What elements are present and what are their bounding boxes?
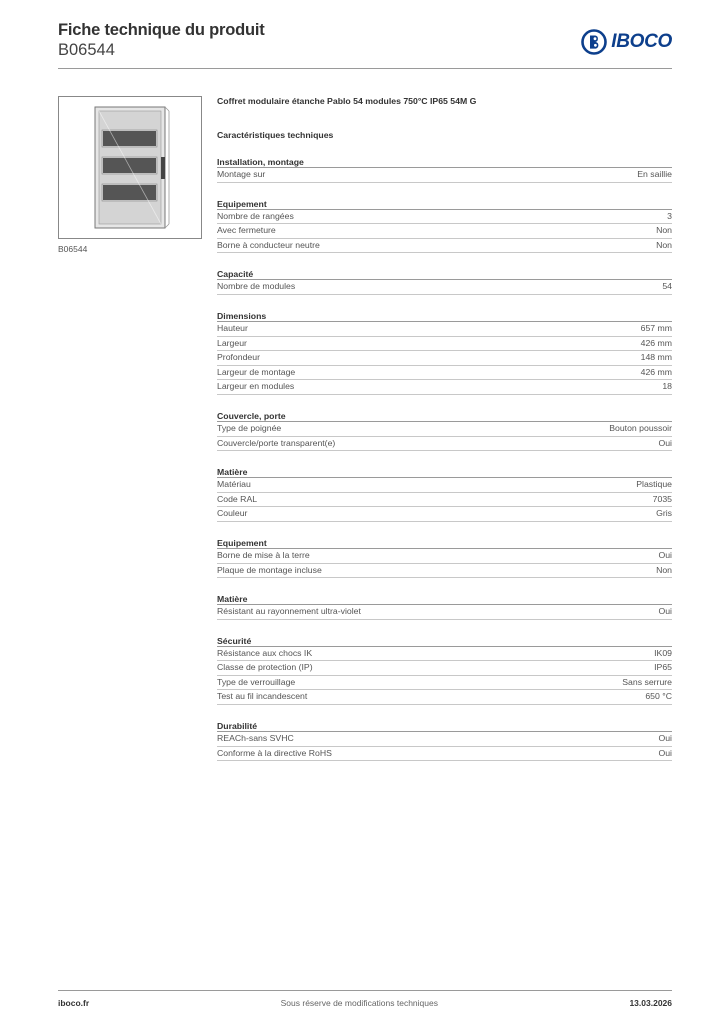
spec-value: Non xyxy=(656,564,672,575)
spec-section xyxy=(217,410,672,451)
spec-label: REACh-sans SVHC xyxy=(217,733,294,744)
spec-row xyxy=(217,676,672,691)
footer-date: 13.03.2026 xyxy=(629,998,672,1008)
spec-label: Plaque de montage incluse xyxy=(217,564,322,575)
spec-value: Oui xyxy=(658,747,672,758)
spec-value: IK09 xyxy=(654,647,672,658)
spec-section-title: Couvercle, porte xyxy=(217,410,672,422)
product-title: Coffret modulaire étanche Pablo 54 modules 750°C IP65 54M G xyxy=(217,96,477,106)
footer-website: iboco.fr xyxy=(58,998,90,1008)
spec-label: Avec fermeture xyxy=(217,225,276,236)
spec-value: Oui xyxy=(658,437,672,448)
spec-section-title: Equipement xyxy=(217,198,672,210)
specification-sections xyxy=(217,156,672,761)
spec-label: Classe de protection (IP) xyxy=(217,662,313,673)
spec-section xyxy=(217,720,672,761)
spec-label: Largeur de montage xyxy=(217,366,296,377)
spec-section xyxy=(217,156,672,183)
spec-row xyxy=(217,380,672,395)
spec-value: IP65 xyxy=(654,662,672,673)
spec-section-title: Sécurité xyxy=(217,635,672,647)
spec-section xyxy=(217,537,672,578)
spec-value: En saillie xyxy=(637,169,672,179)
spec-row xyxy=(217,507,672,522)
spec-value: 650 °C xyxy=(645,691,672,702)
spec-row xyxy=(217,168,672,183)
spec-row xyxy=(217,564,672,579)
spec-row xyxy=(217,690,672,705)
logo-wordmark: IBOCO xyxy=(611,31,672,52)
image-caption: B06544 xyxy=(58,244,88,254)
spec-value: Bouton poussoir xyxy=(609,422,672,433)
spec-label: Conforme à la directive RoHS xyxy=(217,747,332,758)
spec-section xyxy=(217,466,672,522)
spec-label: Résistant au rayonnement ultra-violet xyxy=(217,606,361,617)
spec-label: Nombre de modules xyxy=(217,281,296,292)
spec-value: 426 mm xyxy=(640,366,672,377)
product-specifications xyxy=(217,96,672,761)
specifications-heading: Caractéristiques techniques xyxy=(217,130,334,140)
spec-section-title: Equipement xyxy=(217,537,672,549)
spec-row xyxy=(217,366,672,381)
spec-section-title: Matière xyxy=(217,466,672,478)
brand-logo xyxy=(581,28,672,56)
spec-label: Borne de mise à la terre xyxy=(217,549,310,560)
spec-value: 148 mm xyxy=(640,352,672,363)
spec-row xyxy=(217,351,672,366)
spec-value: Oui xyxy=(658,549,672,560)
product-image xyxy=(58,96,202,239)
spec-section-title: Dimensions xyxy=(217,310,672,322)
spec-value: Sans serrure xyxy=(622,676,672,687)
spec-label: Matériau xyxy=(217,479,251,490)
spec-row xyxy=(217,322,672,337)
spec-row xyxy=(217,661,672,676)
iboco-logo-icon xyxy=(581,29,607,55)
spec-row xyxy=(217,437,672,452)
spec-value: Oui xyxy=(658,606,672,617)
spec-row xyxy=(217,239,672,254)
spec-value: 7035 xyxy=(652,493,672,504)
spec-section-title: Capacité xyxy=(217,268,672,280)
spec-row xyxy=(217,747,672,762)
spec-section-title: Installation, montage xyxy=(217,156,672,168)
spec-label: Type de poignée xyxy=(217,422,282,433)
spec-value: Gris xyxy=(656,508,672,519)
spec-section-title: Durabilité xyxy=(217,720,672,732)
spec-label: Largeur xyxy=(217,337,247,348)
spec-label: Hauteur xyxy=(217,322,248,333)
spec-section xyxy=(217,268,672,295)
spec-value: Non xyxy=(656,239,672,250)
spec-row xyxy=(217,224,672,239)
product-reference: B06544 xyxy=(58,41,115,59)
spec-section xyxy=(217,635,672,705)
spec-row xyxy=(217,210,672,225)
spec-value: 657 mm xyxy=(640,322,672,333)
spec-section xyxy=(217,593,672,620)
spec-section-title: Matière xyxy=(217,593,672,605)
footer-divider xyxy=(58,990,672,991)
spec-label: Montage sur xyxy=(217,169,266,179)
spec-value: 426 mm xyxy=(640,337,672,348)
spec-section xyxy=(217,310,672,395)
spec-section xyxy=(217,198,672,254)
spec-label: Largeur en modules xyxy=(217,381,295,392)
spec-row xyxy=(217,732,672,747)
spec-label: Profondeur xyxy=(217,352,260,363)
page-footer xyxy=(58,998,672,1008)
spec-row xyxy=(217,647,672,662)
spec-label: Borne à conducteur neutre xyxy=(217,239,320,250)
spec-value: Non xyxy=(656,225,672,236)
spec-value: 18 xyxy=(662,381,672,392)
spec-value: Plastique xyxy=(636,479,672,490)
spec-row xyxy=(217,280,672,295)
spec-row xyxy=(217,549,672,564)
spec-label: Code RAL xyxy=(217,493,258,504)
footer-disclaimer: Sous réserve de modifications techniques xyxy=(280,998,438,1008)
spec-value: Oui xyxy=(658,733,672,744)
spec-label: Test au fil incandescent xyxy=(217,691,308,702)
spec-label: Type de verrouillage xyxy=(217,676,296,687)
spec-row xyxy=(217,478,672,493)
spec-label: Couvercle/porte transparent(e) xyxy=(217,437,336,448)
spec-row xyxy=(217,422,672,437)
spec-label: Nombre de rangées xyxy=(217,210,294,221)
spec-value: 3 xyxy=(667,210,672,221)
spec-label: Résistance aux chocs IK xyxy=(217,647,313,658)
spec-value: 54 xyxy=(662,281,672,292)
spec-row xyxy=(217,605,672,620)
page-header xyxy=(58,20,672,70)
spec-row xyxy=(217,337,672,352)
enclosure-illustration xyxy=(59,97,201,238)
spec-label: Couleur xyxy=(217,508,248,519)
document-title: Fiche technique du produit xyxy=(58,21,265,39)
header-divider xyxy=(58,68,672,69)
spec-row xyxy=(217,493,672,508)
